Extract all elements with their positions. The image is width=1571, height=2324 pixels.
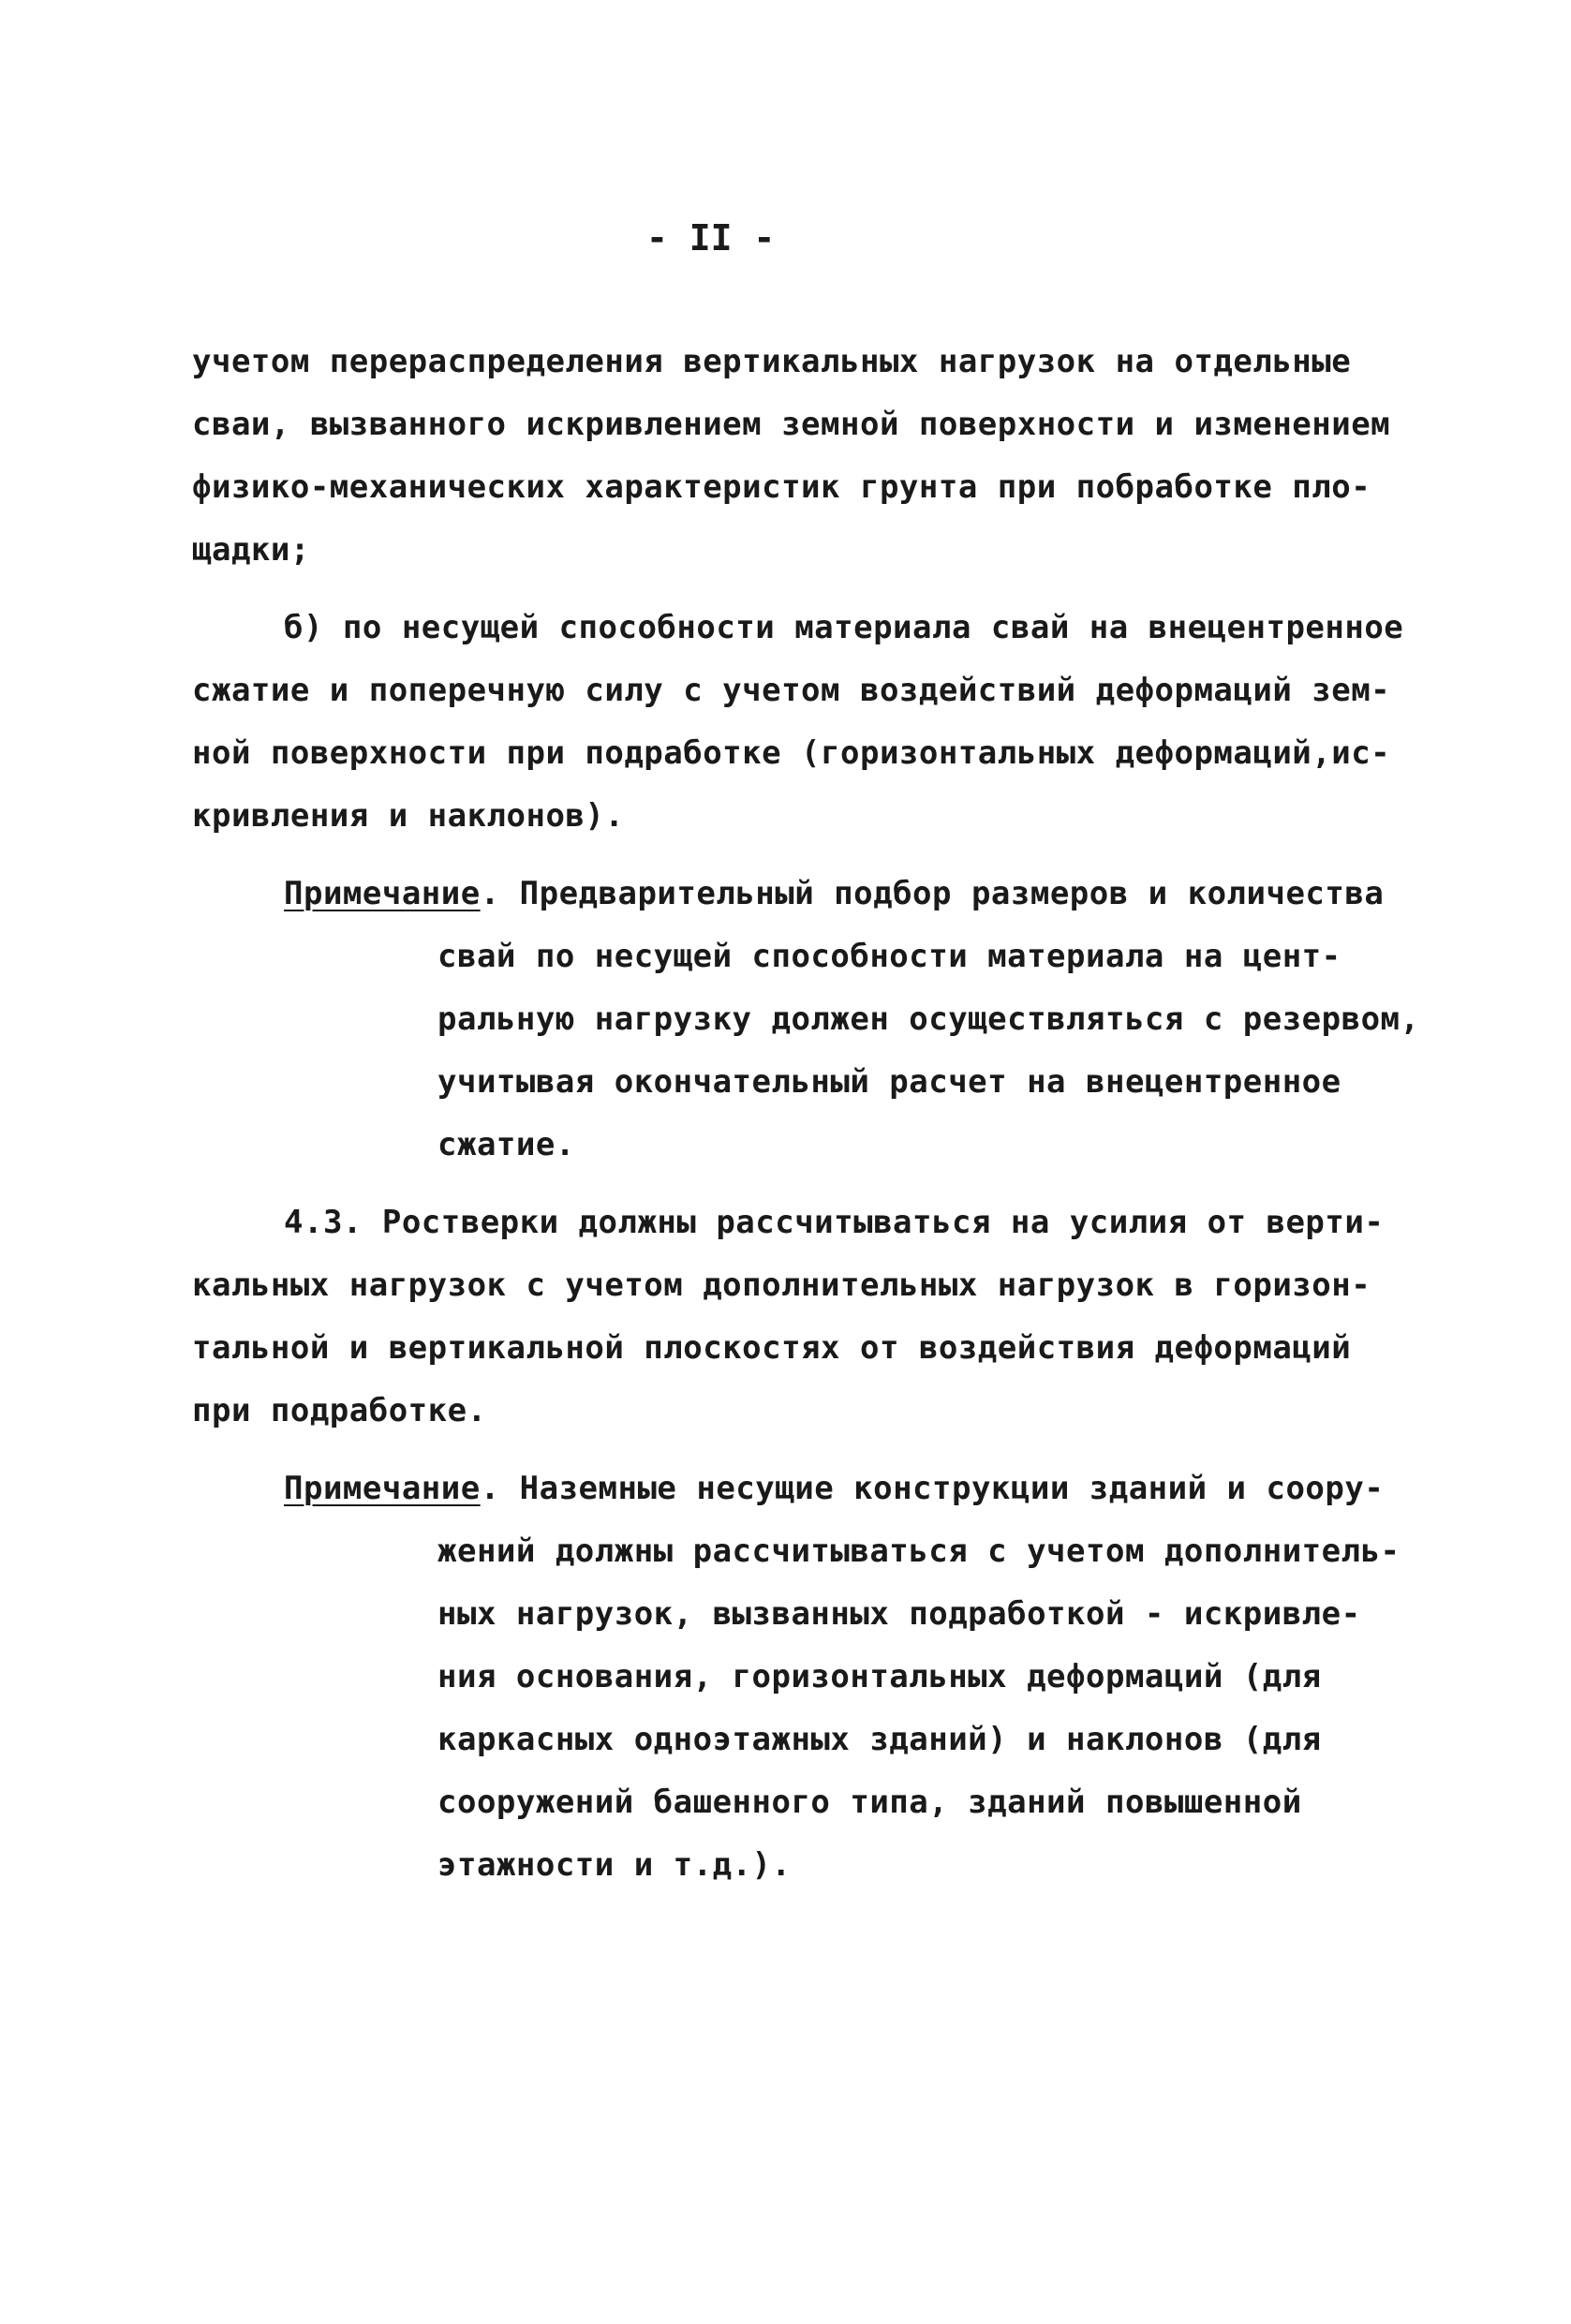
para3-line-2: кальных нагрузок с учетом дополнительных нагрузок в горизон-: [192, 1266, 1371, 1304]
note2-line-3: ных нагрузок, вызванных подработкой - искривле-: [437, 1595, 1361, 1633]
note2-line-5: каркасных одноэтажных зданий) и наклонов (для: [437, 1721, 1322, 1758]
note1-label: Примечание: [284, 875, 481, 912]
note1-line-4: учитывая окончательный расчет на внецентренное: [437, 1063, 1341, 1101]
para3-line-4: при подработке.: [192, 1392, 487, 1429]
para1-line-4: щадки;: [192, 531, 310, 569]
note1-first-line: [284, 875, 1384, 912]
para3-line-1: 4.3. Ростверки должны рассчитываться на усилия от верти-: [284, 1204, 1385, 1241]
note1-line-5: сжатие.: [437, 1126, 575, 1163]
para2-line-3: ной поверхности при подработке (горизонтальных деформаций,ис-: [192, 734, 1391, 772]
note1-line-3: ральную нагрузку должен осуществляться с резервом,: [437, 1000, 1420, 1038]
para2-line-1: б) по несущей способности материала свай на внецентренное: [284, 609, 1404, 646]
note2-first-line: [284, 1470, 1384, 1507]
para2-line-4: кривления и наклонов).: [192, 797, 625, 835]
note2-first-rest: . Наземные несущие конструкции зданий и соору-: [480, 1470, 1385, 1507]
para1-line-3: физико-механических характеристик грунта при побработке пло-: [192, 468, 1371, 506]
note2-line-6: сооружений башенного типа, зданий повышенной: [437, 1784, 1302, 1821]
page-number: - II -: [646, 217, 776, 259]
note1-first-rest: . Предварительный подбор размеров и количества: [480, 875, 1385, 912]
note2-line-2: жений должны рассчитываться с учетом дополнитель-: [437, 1532, 1401, 1570]
note1-line-2: свай по несущей способности материала на цент-: [437, 938, 1341, 975]
para2-line-2: сжатие и поперечную силу с учетом воздействий деформаций зем-: [192, 672, 1391, 709]
para1-line-2: сваи, вызванного искривлением земной поверхности и изменением: [192, 406, 1391, 443]
note2-line-4: ния основания, горизонтальных деформаций (для: [437, 1658, 1322, 1695]
para3-line-3: тальной и вертикальной плоскостях от воздействия деформаций: [192, 1329, 1352, 1367]
para1-line-1: учетом перераспределения вертикальных нагрузок на отдельные: [192, 343, 1352, 380]
note2-label: Примечание: [284, 1470, 481, 1507]
note2-line-7: этажности и т.д.).: [437, 1846, 792, 1884]
